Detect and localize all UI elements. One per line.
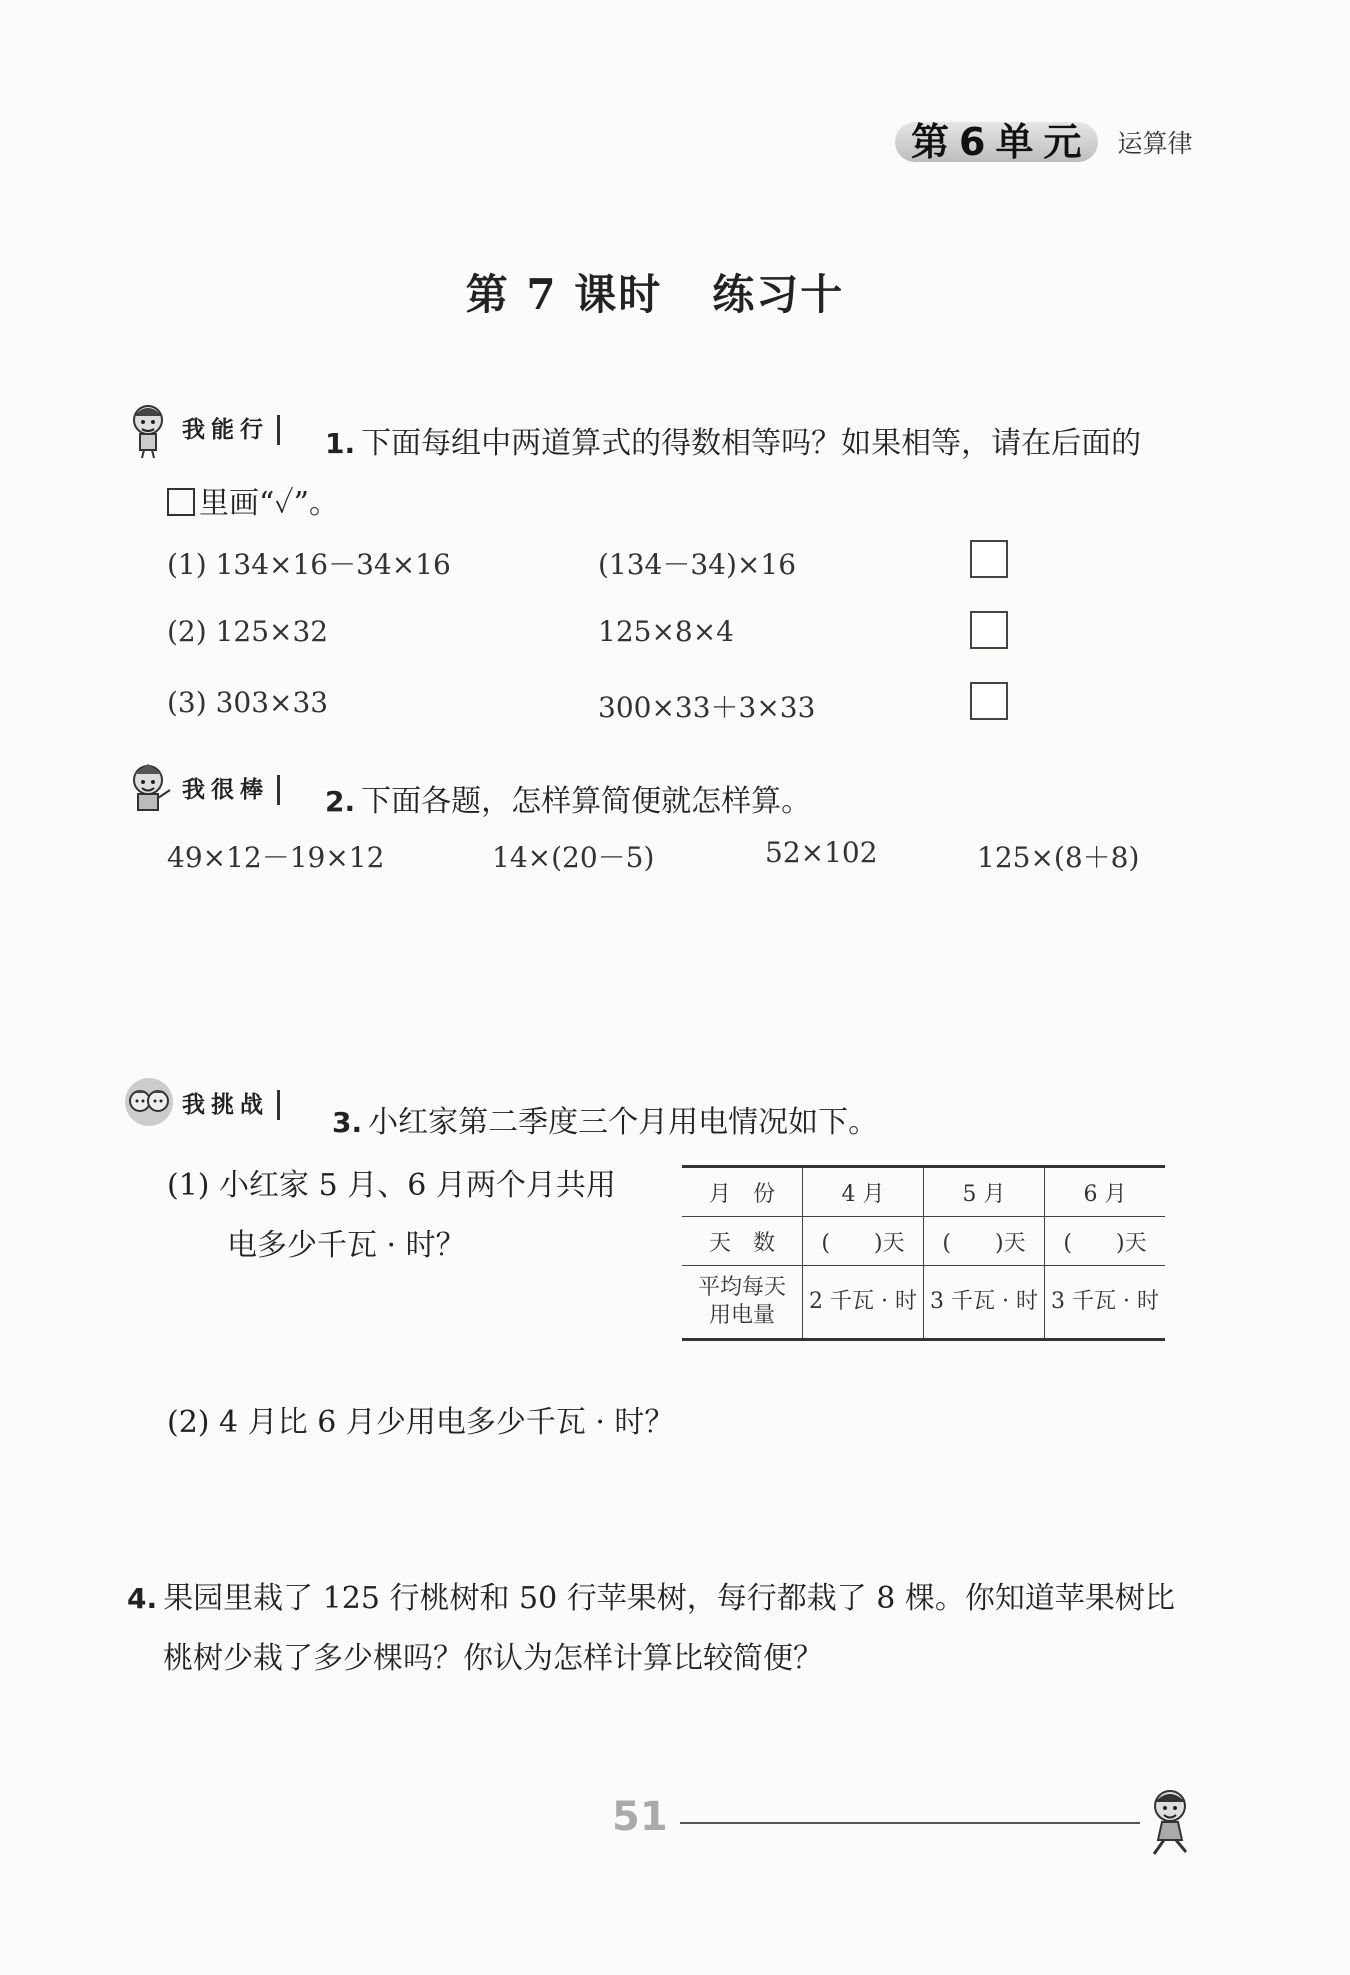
square-box-icon <box>167 488 195 516</box>
q2-prompt: 2. 下面各题，怎样算简便就怎样算。 <box>325 784 812 819</box>
q3-sub1-line1: (1) 小红家 5 月、6 月两个月共用 <box>167 1168 616 1203</box>
q3-prompt: 3. 小红家第二季度三个月用电情况如下。 <box>332 1105 879 1140</box>
badge-label: 我很棒 <box>178 775 280 805</box>
q1-row-3-left: (3) 303×33 <box>167 686 329 719</box>
table-header-may: 5 月 <box>924 1167 1045 1217</box>
q1-row-2-right: 125×8×4 <box>598 615 734 648</box>
table-cell-days-april[interactable]: ( )天 <box>803 1217 924 1266</box>
table-cell-usage-may: 3 千瓦 · 时 <box>924 1266 1045 1340</box>
q3-number: 3. <box>332 1106 363 1139</box>
unit-topic: 运算律 <box>1117 129 1193 158</box>
footer-rule <box>680 1822 1140 1824</box>
q2-expr-3: 52×102 <box>765 836 878 869</box>
q1-row-3-checkbox[interactable] <box>970 682 1008 720</box>
badge-wo-neng-xing <box>122 400 280 460</box>
badge-label: 我能行 <box>178 415 280 445</box>
girl-mascot-icon <box>122 400 176 460</box>
table-header-june: 6 月 <box>1045 1167 1166 1217</box>
q1-number: 1. <box>325 427 356 460</box>
two-kids-mascot-icon <box>122 1075 176 1135</box>
lesson-number: 第 7 课时 <box>465 270 663 319</box>
boy-mascot-icon <box>122 760 176 820</box>
badge-wo-tiao-zhan <box>122 1075 280 1135</box>
electricity-table <box>682 1165 1165 1341</box>
table-row <box>682 1266 1165 1340</box>
table-header-april: 4 月 <box>803 1167 924 1217</box>
q2-number: 2. <box>325 785 356 818</box>
table-cell-usage-june: 3 千瓦 · 时 <box>1045 1266 1166 1340</box>
q1-row-1-right: (134－34)×16 <box>598 548 797 581</box>
q1-prompt-line2: 里画“✓”。 <box>167 478 339 522</box>
badge-wo-hen-bang <box>122 760 280 820</box>
table-row <box>682 1167 1165 1217</box>
q2-expr-4: 125×(8＋8) <box>977 841 1140 874</box>
table-header-month: 月 份 <box>708 1181 775 1207</box>
q1-prompt: 1. 下面每组中两道算式的得数相等吗？如果相等，请在后面的 <box>325 426 1142 461</box>
table-label-days: 天 数 <box>708 1230 775 1256</box>
lesson-title <box>0 262 1310 322</box>
unit-label: 第 6 单 元 <box>895 122 1098 162</box>
running-boy-mascot-icon <box>1140 1786 1200 1858</box>
q1-row-1-checkbox[interactable] <box>970 540 1008 578</box>
table-label-usage: 平均每天 用电量 <box>697 1275 786 1328</box>
q1-row-3-right: 300×33＋3×33 <box>598 691 816 724</box>
q1-row-2-left: (2) 125×32 <box>167 615 329 648</box>
q1-row-2-checkbox[interactable] <box>970 611 1008 649</box>
q4-line2: 桃树少栽了多少棵吗？你认为怎样计算比较简便？ <box>163 1641 823 1676</box>
q2-expr-2: 14×(20－5) <box>492 841 655 874</box>
table-cell-usage-april: 2 千瓦 · 时 <box>803 1266 924 1340</box>
q3-sub2: (2) 4 月比 6 月少用电多少千瓦 · 时？ <box>167 1405 675 1440</box>
badge-label: 我挑战 <box>178 1090 280 1120</box>
q4-line1: 4. 果园里栽了 125 行桃树和 50 行苹果树，每行都栽了 8 棵。你知道苹果树比 <box>127 1581 1175 1616</box>
q4-number: 4. <box>127 1582 158 1615</box>
q2-expr-1: 49×12－19×12 <box>167 841 385 874</box>
table-cell-days-may[interactable]: ( )天 <box>924 1217 1045 1266</box>
table-row <box>682 1217 1165 1266</box>
page-number: 51 <box>612 1794 668 1840</box>
unit-header <box>895 118 1193 166</box>
q1-row-1-left: (1) 134×16－34×16 <box>167 548 451 581</box>
lesson-name: 练习十 <box>712 270 845 319</box>
table-cell-days-june[interactable]: ( )天 <box>1045 1217 1166 1266</box>
q3-sub1-line2: 电多少千瓦 · 时？ <box>227 1228 466 1263</box>
